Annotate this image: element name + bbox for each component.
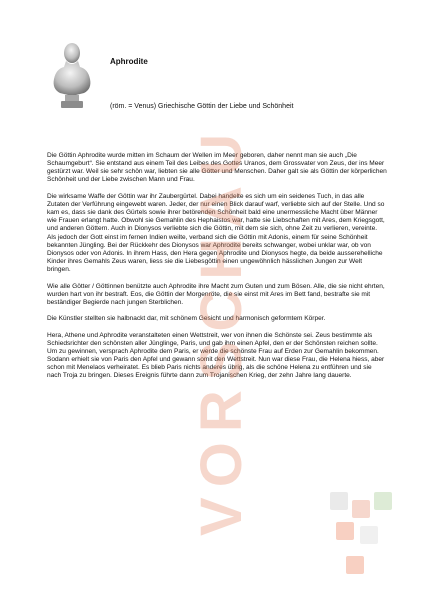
paragraph-power: Wie alle Götter / Göttinnen benützte auch Aphrodite ihre Macht zum Guten und zum Bösen. Alle, die sie nicht ehrten, wurden hart von ihr bestraft. Eos, die Göttin der Morgenröte, die sie einst mit Ares im Bett fand, bestrafte sie mit beständiger Begierde nach jungen Sterblichen. — [47, 282, 385, 306]
logo-tile — [346, 556, 364, 574]
paragraph-contest: Hera, Athene und Aphrodite veranstalteten einen Wettstreit, wer von ihnen die Schönste sei. Zeus bestimmte als Schiedsrichter den schönsten aller Jünglinge, Paris, und gab ihm einen Apfel, den er der Schönsten reichen sollte. Um zu gewinnen, versprach Aphrodite dem Paris, er werde die schönste Frau auf Erden zur Gemahlin bekommen. Sodann erhielt sie von Paris den Apfel und gewann somit den Wettstreit. Nun war diese Frau, die Helena hiess, aber schon mit Menelaos verheiratet. Es blieb Paris nichts anderes übrig, als die schöne Helena zu entführen und sie nach Troja zu bringen. Dieses Ereignis führte dann zum Trojanischen Krieg, der zehn Jahre lang dauerte. — [47, 331, 385, 380]
watermark-logo — [330, 492, 394, 582]
logo-tile — [374, 492, 392, 510]
page-subtitle: (röm. = Venus) Griechische Göttin der Liebe und Schönheit — [110, 103, 294, 110]
page-title: Aphrodite — [110, 57, 148, 66]
aphrodite-bust-image — [50, 41, 94, 109]
watermark-text: VORSCHAU — [189, 124, 254, 536]
paragraph-artists: Die Künstler stellten sie halbnackt dar, mit schönem Gesicht und harmonisch geformtem Körper. — [47, 315, 326, 323]
article-body — [47, 152, 387, 389]
logo-tile — [360, 526, 378, 544]
logo-tile — [336, 522, 354, 540]
logo-tile — [352, 500, 370, 518]
paragraph-birth: Die Göttin Aphrodite wurde mitten im Schaum der Wellen im Meer geboren, daher nennt man sie auch „Die Schaumgeburt“. Sie entstand aus einem Teil des Leibes des Gottes Uranos, dem Grossvater von Zeus, der ins Meer gestürzt war. Weil sie sehr schön war, liebten sie alle Götter und Menschen. Daher galt sie als Göttin der körperlichen Schönheit und der Liebe zwischen Mann und Frau. — [47, 152, 387, 184]
logo-tile — [330, 492, 348, 510]
paragraph-girdle: Die wirksame Waffe der Göttin war ihr Zaubergürtel. Dabei handelte es sich um ein seidenes Tuch, in das alle Zutaten der Verführung eingewebt waren. Jeder, der nur einen Blick darauf warf, verliebte sich auf der Stelle. Und so kam es, dass sie dank des Gürtels sowie ihrer betörenden Schönheit bald eine unermessliche Macht über Männer wie Frauen erlangt hatte. Obwohl sie Gemahlin des Hephaistos war, hatte sie Liebschaften mit Ares, dem Kriegsgott, und anderen Göttern. Auch in Dionysos verliebte sich die Göttin, mit dem sie sich, ohne Zeit zu verlieren, vereinte. Als jedoch der Gott einst im fernen Indien weilte, verband sich die Göttin mit Adonis, einem für seine Schönheit bekannten Jüngling. Bei der Rückkehr des Dionysos war Aphrodite bereits schwanger, wobei unklar war, ob von Dionysos oder von Adonis. In ihrem Hass, den Hera gegen Aphrodite und Dionysos hegte, da beide ausserehelliche Kinder ihres Gemahls Zeus waren, liess sie die Liebesgöttin einen ungewöhnlich hässlichen Jungen zur Welt bringen. — [47, 192, 385, 274]
